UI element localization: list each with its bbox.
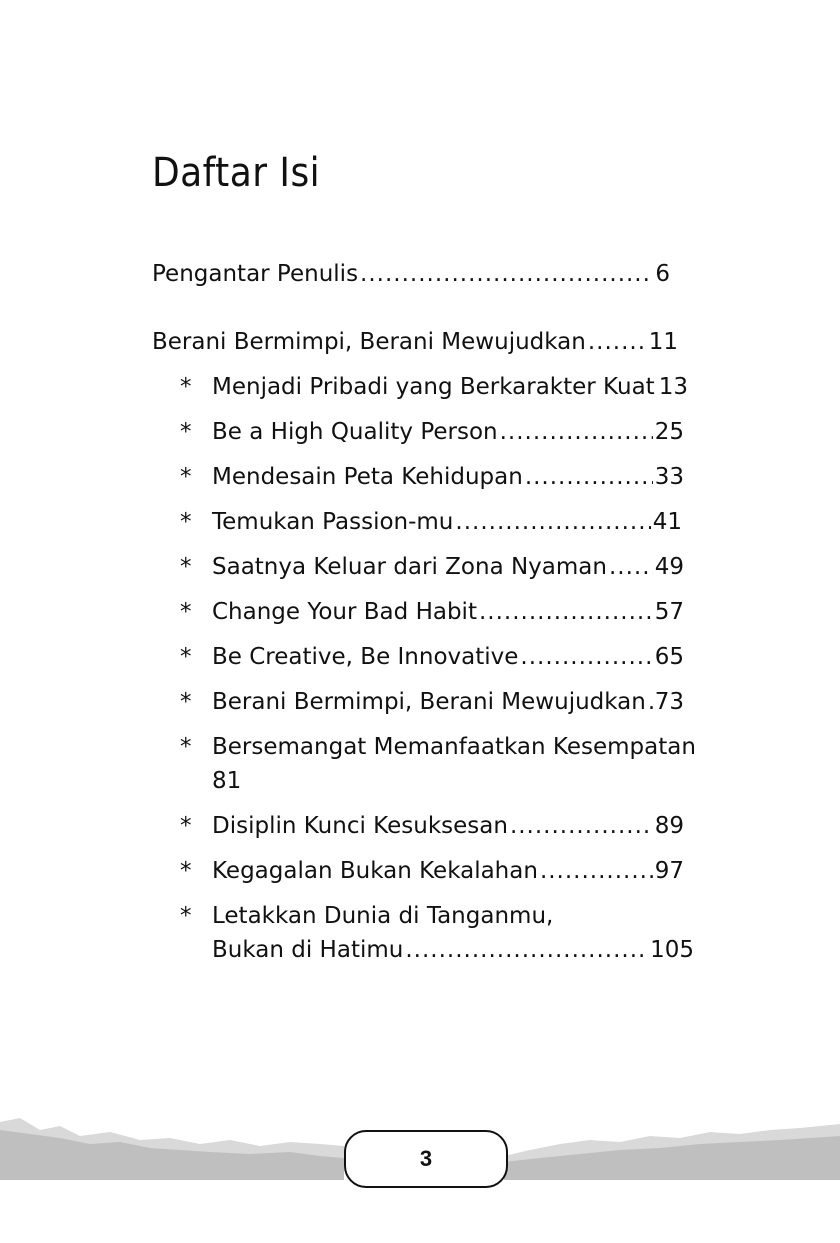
bullet-asterisk: *: [180, 858, 192, 884]
leader-dots: [588, 325, 647, 359]
toc-entry-pengantar[interactable]: [152, 257, 670, 291]
leader-dots: [405, 933, 648, 967]
toc-entry-label: Saatnya Keluar dari Zona Nyaman: [212, 554, 607, 580]
toc-entry-page: 6: [655, 261, 670, 287]
leader-dots: [540, 854, 653, 888]
leader-dots: [360, 257, 653, 291]
leader-dots: [609, 550, 653, 584]
toc-entry-berani[interactable]: [152, 325, 678, 359]
toc-subentry[interactable]: [212, 370, 688, 404]
bullet-asterisk: *: [180, 734, 192, 760]
leader-dots: [479, 595, 653, 629]
toc-entry-page: 97: [654, 858, 684, 884]
leader-dots: [500, 415, 653, 449]
toc-entry-page: 11: [648, 329, 678, 355]
page-number: 3: [344, 1130, 508, 1188]
bullet-asterisk: *: [180, 599, 192, 625]
toc-entry-label: Berani Bermimpi, Berani Mewujudkan: [152, 329, 586, 355]
toc-entry-page: 89: [654, 813, 684, 839]
bullet-asterisk: *: [180, 374, 192, 400]
leader-dots: [648, 685, 653, 719]
toc-entry-label: Change Your Bad Habit: [212, 599, 477, 625]
toc-subentry[interactable]: [212, 933, 694, 967]
toc-subentry[interactable]: [212, 505, 682, 539]
toc-entry-label: Temukan Passion-mu: [212, 509, 454, 535]
toc-entry-label: Berani Bermimpi, Berani Mewujudkan: [212, 689, 646, 715]
toc-entry-label: Pengantar Penulis: [152, 261, 359, 287]
leader-dots: [510, 809, 653, 843]
toc-entry-page: 13: [658, 374, 688, 400]
toc-subentry[interactable]: [212, 640, 684, 674]
bullet-asterisk: *: [180, 644, 192, 670]
toc-entry-page: 73: [654, 689, 684, 715]
toc-entry-label: Disiplin Kunci Kesuksesan: [212, 813, 508, 839]
bullet-asterisk: *: [180, 903, 192, 929]
toc-subentry[interactable]: [212, 854, 684, 888]
toc-entry-page: 65: [654, 644, 684, 670]
toc-subentry[interactable]: [212, 415, 684, 449]
leader-dots: [520, 640, 652, 674]
toc-entry-label: Kegagalan Bukan Kekalahan: [212, 858, 538, 884]
toc-entry-label: Menjadi Pribadi yang Berkarakter Kuat: [212, 374, 655, 400]
toc-entry-page: 25: [654, 419, 684, 445]
toc-entry-page: 81: [212, 768, 242, 794]
toc-entry-label[interactable]: Letakkan Dunia di Tanganmu,: [212, 903, 554, 929]
toc-entry-label: Mendesain Peta Kehidupan: [212, 464, 523, 490]
toc-entry-label: Be a High Quality Person: [212, 419, 498, 445]
bullet-asterisk: *: [180, 813, 192, 839]
toc-entry-label: Be Creative, Be Innovative: [212, 644, 519, 670]
bullet-asterisk: *: [180, 689, 192, 715]
toc-entry-page: 57: [654, 599, 684, 625]
bullet-asterisk: *: [180, 509, 192, 535]
toc-subentry[interactable]: [212, 595, 684, 629]
bullet-asterisk: *: [180, 554, 192, 580]
toc-entry-page: 33: [654, 464, 684, 490]
toc-subentry[interactable]: [212, 460, 684, 494]
leader-dots: [525, 460, 653, 494]
bullet-asterisk: *: [180, 419, 192, 445]
page-title: Daftar Isi: [152, 150, 321, 196]
toc-entry-label[interactable]: Bersemangat Memanfaatkan Kesempatan: [212, 734, 696, 760]
leader-dots: [455, 505, 650, 539]
toc-subentry[interactable]: [212, 550, 684, 584]
toc-subentry[interactable]: [212, 685, 684, 719]
toc-entry-page: 41: [652, 509, 682, 535]
toc-entry-label: Bukan di Hatimu: [212, 937, 404, 963]
toc-entry-page: 49: [654, 554, 684, 580]
toc-entry-page: 105: [650, 937, 694, 963]
toc-subentry[interactable]: [212, 809, 684, 843]
bullet-asterisk: *: [180, 464, 192, 490]
